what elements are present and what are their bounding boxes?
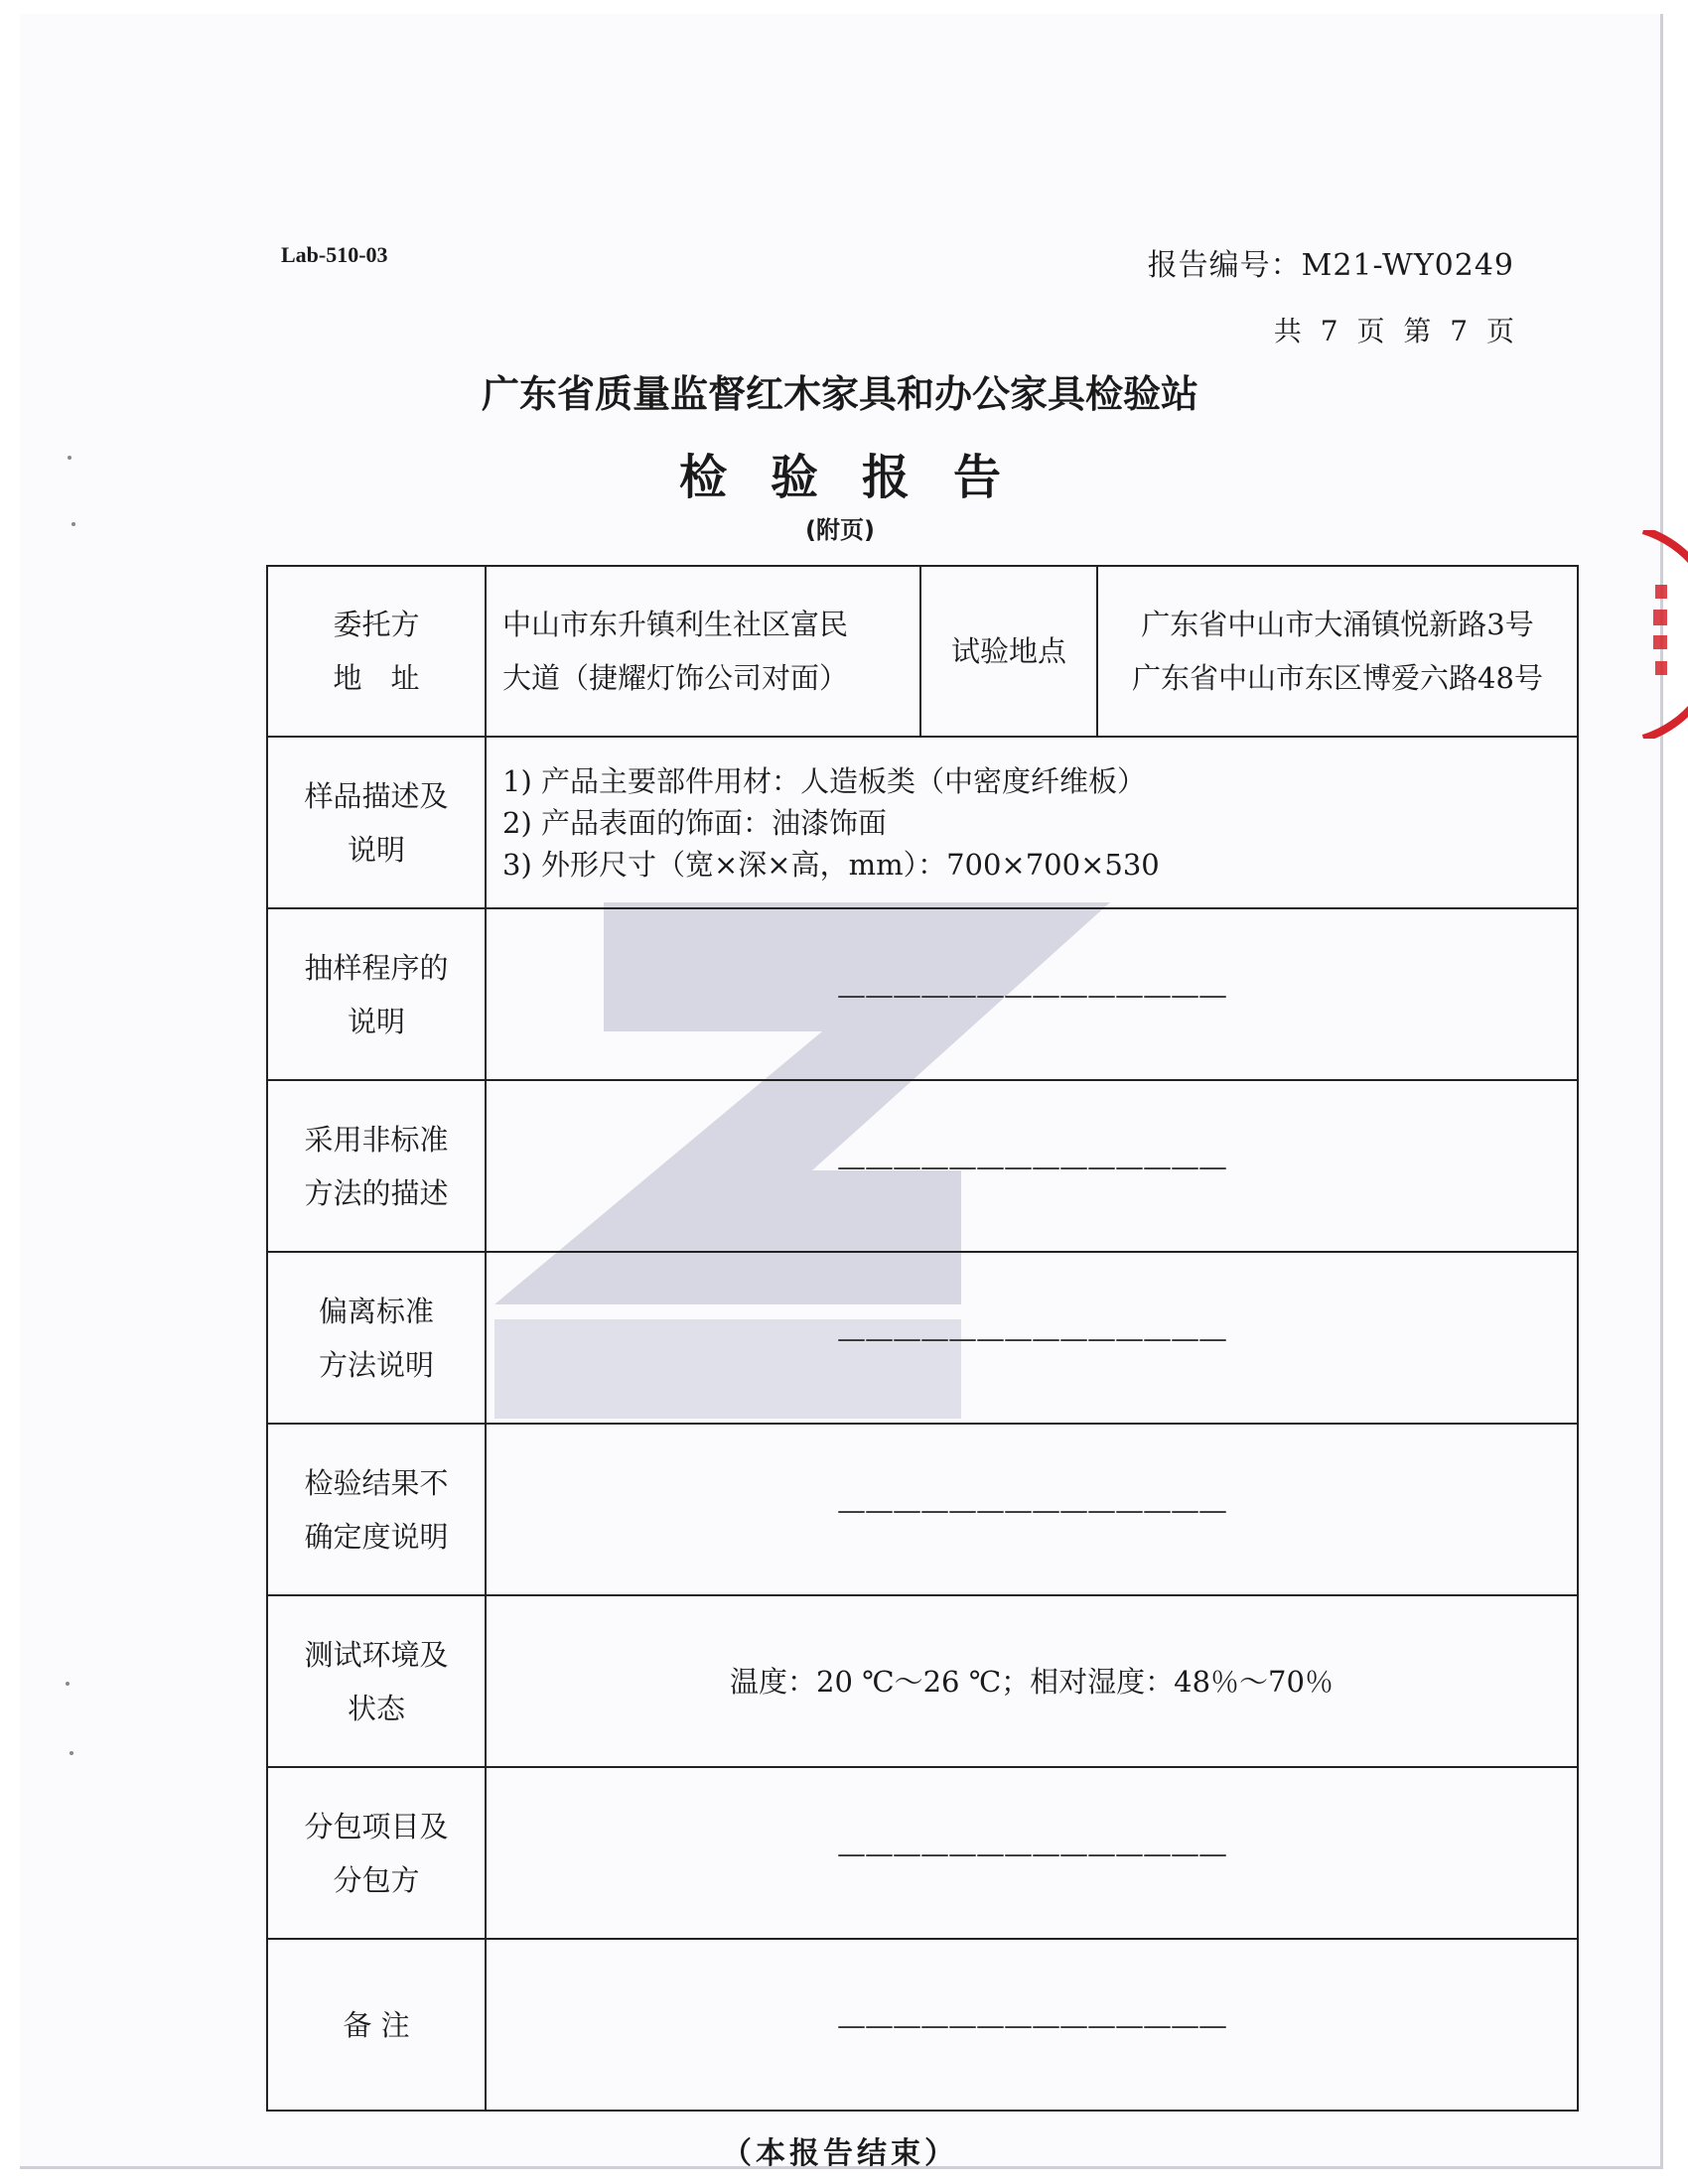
document-subtitle: (附页) xyxy=(805,516,875,544)
label-line: 说明 xyxy=(347,1004,405,1038)
sample-description-value xyxy=(486,737,1578,908)
value-line: 中山市东升镇利生社区富民 xyxy=(502,608,849,641)
table-row xyxy=(267,566,1578,737)
scan-speck xyxy=(68,456,71,460)
red-seal-stamp-edge xyxy=(1633,530,1688,739)
label-line: 地 址 xyxy=(333,661,420,695)
list-item: 1) 产品主要部件用材：人造板类（中密度纤维板） xyxy=(502,763,1146,798)
report-number: 报告编号：M21-WY0249 xyxy=(1147,248,1514,283)
label-line: 方法的描述 xyxy=(304,1175,449,1210)
label-line: 委托方 xyxy=(333,608,420,641)
label-line: 分包项目及 xyxy=(304,1809,449,1843)
empty-dash: —————————————— xyxy=(837,1492,1226,1527)
subcontract-value xyxy=(486,1767,1578,1939)
sampling-procedure-value xyxy=(486,908,1578,1080)
test-location-label: 试验地点 xyxy=(920,566,1097,737)
form-code: Lab-510-03 xyxy=(281,242,388,267)
remarks-label: 备 注 xyxy=(267,1939,486,2111)
value-line: 广东省中山市东区博爱六路48号 xyxy=(1132,661,1543,695)
environment-label xyxy=(267,1595,486,1767)
scan-speck xyxy=(66,1682,70,1686)
table-row xyxy=(267,1595,1578,1767)
list-item: 2) 产品表面的饰面：油漆饰面 xyxy=(502,805,887,840)
report-end-note: （本报告结束） xyxy=(722,2136,958,2171)
label-line: 抽样程序的 xyxy=(304,950,449,985)
scan-speck xyxy=(71,522,75,526)
client-address-label xyxy=(267,566,486,737)
empty-dash: —————————————— xyxy=(837,977,1226,1012)
label-line: 状态 xyxy=(347,1691,405,1725)
deviation-value xyxy=(486,1252,1578,1424)
value-line: 广东省中山市大涌镇悦新路3号 xyxy=(1141,608,1534,641)
environment-value: 温度：20 ℃～26 ℃；相对湿度：48％～70％ xyxy=(486,1595,1578,1767)
label-line: 说明 xyxy=(347,832,405,867)
label-line: 方法说明 xyxy=(318,1347,434,1382)
uncertainty-value xyxy=(486,1424,1578,1595)
value-line: 大道（捷耀灯饰公司对面） xyxy=(502,661,849,695)
remarks-value xyxy=(486,1939,1578,2111)
report-page xyxy=(20,14,1663,2169)
report-table xyxy=(266,565,1579,2112)
table-row xyxy=(267,737,1578,908)
table-row xyxy=(267,1424,1578,1595)
label-line: 偏离标准 xyxy=(318,1294,434,1328)
client-address-value xyxy=(486,566,920,737)
test-location-value xyxy=(1097,566,1578,737)
sample-description-label xyxy=(267,737,486,908)
scan-speck xyxy=(70,1751,73,1755)
table-row xyxy=(267,908,1578,1080)
page-info: 共 7 页 第 7 页 xyxy=(1273,315,1514,347)
empty-dash: —————————————— xyxy=(837,1836,1226,1870)
subcontract-label xyxy=(267,1767,486,1939)
empty-dash: —————————————— xyxy=(837,1320,1226,1355)
table-row xyxy=(267,1080,1578,1252)
label-line: 分包方 xyxy=(333,1862,420,1897)
label-line: 测试环境及 xyxy=(304,1637,449,1672)
empty-dash: —————————————— xyxy=(837,2007,1226,2042)
label-line: 采用非标准 xyxy=(304,1122,449,1157)
label-line: 确定度说明 xyxy=(304,1519,449,1554)
table-row xyxy=(267,1767,1578,1939)
uncertainty-label xyxy=(267,1424,486,1595)
label-line: 检验结果不 xyxy=(304,1465,449,1500)
deviation-label xyxy=(267,1252,486,1424)
organization-title: 广东省质量监督红木家具和办公家具检验站 xyxy=(481,372,1198,416)
sampling-procedure-label xyxy=(267,908,486,1080)
table-row xyxy=(267,1252,1578,1424)
table-row xyxy=(267,1939,1578,2111)
list-item: 3) 外形尺寸（宽×深×高，mm）：700×700×530 xyxy=(502,847,1160,882)
non-standard-method-value xyxy=(486,1080,1578,1252)
empty-dash: —————————————— xyxy=(837,1149,1226,1183)
label-line: 样品描述及 xyxy=(304,778,449,813)
non-standard-method-label xyxy=(267,1080,486,1252)
document-title: 检验报告 xyxy=(678,450,1045,505)
